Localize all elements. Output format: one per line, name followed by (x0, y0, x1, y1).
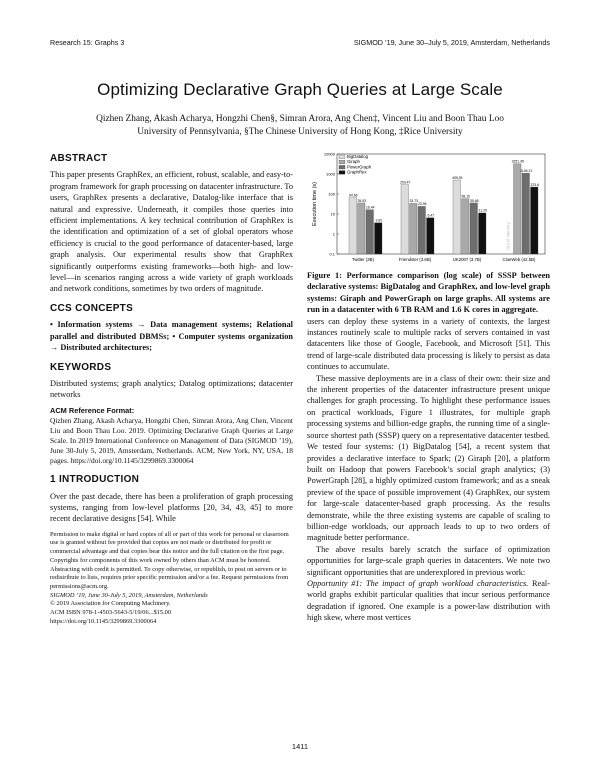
permission-text: Permission to make digital or hard copies of all or part of this work for personal or classroom use is granted without fee provided that copies are not made or distributed for profit or commercial advantage and that copies bear this notice and the full citation on the first page. Copyrights for components of this work owned by others than ACM must be honored. Abstracting with credit is permitted. To copy otherwise, or republish, to post on servers or to redistribute to lists, requires prior specific permission and/or a fee. Request permissions from permissions@acm.org. (50, 530, 289, 590)
permission-block (50, 531, 293, 627)
left-column (50, 153, 293, 626)
bar-value-label: 223.6 (530, 182, 539, 187)
bar (401, 185, 409, 254)
bar (418, 206, 426, 254)
right-para-2: These massive deployments are in a class of their own: their size and the inherent properties of the datacenter infrastructure present unique challenges for graph processing. To highlight these performance issues on practical workloads, Figure 1 illustrates, for multiple graph processing systems and billion-edge graphs, the running time of a single-source shortest path (SSSP) query on a representative datacenter testbed. We tested four systems: (1) BigDatalog [54], a recent system that provides a declarative interface to Spark; (2) Giraph [20], a platform built on Hadoop that powers Facebook’s social graph analytics; (3) PowerGraph [28], a highly optimized custom framework; and as a sneak preview of the space of possible improvement (4) GraphRex, our system for large-scale datacenter-based graph processing. As the results demonstrate, while the three existing systems are capable of scaling to billion-edge workloads, our approach leads to up to two orders of magnitude better performance. (307, 373, 550, 543)
bar (453, 180, 461, 254)
introduction-text: Over the past decade, there has been a proliferation of graph processing systems, ranging from low-level platforms [20, 34, 43, 45] to more recent declarative designs [54]. While (50, 491, 293, 524)
right-para-3: The above results barely scratch the surface of optimization opportunities for large-scale graph queries in datacenters. We note two significant opportunities that are underexplored in previous work: (307, 544, 550, 577)
acm-reference-text: Qizhen Zhang, Akash Acharya, Hongzhi Chen, Simran Arora, Ang Chen, Vincent Liu and Boon Thau Loo. 2019. Optimizing Declarative Graph Queries at Large Scale. In 2019 International Conference on Management of Data (SIGMOD ’19), June 30-July 5, 2019, Amsterdam, Netherlands. ACM, New York, NY, USA, 18 pages. https://doi.org/10.1145/3299869.3300064 (50, 416, 293, 466)
x-tick-label: UK2007 (3.7B) (452, 257, 482, 262)
permission-isbn: ACM ISBN 978-1-4503-5643-5/19/06...$15.00 (50, 609, 172, 617)
bar-value-label: 11.29 (478, 208, 487, 213)
bar-value-label: 23.96 (418, 202, 427, 207)
performance-chart (307, 150, 550, 266)
permission-venue: SIGMOD ’19, June 30-July 5, 2019, Amsterdam, Netherlands (50, 591, 208, 599)
bar (349, 198, 357, 254)
figure-1 (307, 150, 550, 266)
abstract-text: This paper presents GraphRex, an efficient, robust, scalable, and easy-to-program framework for graph processing on datacenter infrastructure. To users, GraphRex presents a declarative, Datalog-like interface that is natural and expressive. Underneath, it compiles those queries into efficient implementations. A key technical contribution of GraphRex is the identification and optimization of a set of global operators whose efficiency is crucial to the good performance of datacenter-based, large graph analysis. Our experimental results show that GraphRex significantly outperforms existing frameworks—both high- and low-level—in scenarios ranging across a wide variety of graph workloads and network conditions, sometimes by two orders of magnitude. (50, 170, 293, 294)
legend-swatch (339, 160, 345, 164)
bar-value-label: 64.66 (349, 193, 358, 198)
bar-value-label: 3251.45 (511, 159, 524, 164)
y-tick-label: 10 (330, 211, 335, 217)
legend-label: BigDatalog (347, 154, 369, 159)
bar (366, 210, 374, 254)
keywords-heading: KEYWORDS (50, 361, 112, 373)
y-tick-label: 10000 (323, 151, 335, 157)
bar-value-label: 6.47 (427, 213, 435, 218)
bar-value-label: 3.63 (375, 218, 383, 223)
legend-label: PowerGraph (347, 164, 372, 170)
running-header-left: Research 15: Graphs 3 (50, 38, 125, 47)
y-tick-label: 100 (328, 191, 335, 197)
right-column (307, 270, 550, 624)
x-tick-label: Friendster (3.6B) (398, 257, 432, 262)
bar-value-label: 499.25 (452, 175, 463, 180)
bar-value-label: 58.15 (461, 194, 470, 199)
bar (358, 203, 366, 254)
acm-reference-heading: ACM Reference Format: (50, 405, 135, 415)
ccs-text: • Information systems → Data management systems; Relational parallel and distributed DBMSs; • Computer systems organization → Distributed architectures; (50, 320, 293, 353)
bar-value-label: 35.68 (470, 198, 479, 203)
bar-value-label: 1106.21 (520, 168, 533, 173)
abstract-heading: ABSTRACT (50, 153, 108, 164)
running-header-right: SIGMOD ’19, June 30–July 5, 2019, Amsterdam, Netherlands (353, 38, 550, 47)
legend-swatch (339, 171, 345, 175)
page-number: 1411 (291, 742, 309, 751)
bar (514, 164, 522, 254)
keywords-text: Distributed systems; graph analytics; Datalog optimizations; datacenter networks (50, 378, 293, 400)
permission-doi: https://doi.org/10.1145/3299869.3300064 (50, 617, 157, 625)
introduction-heading: 1 INTRODUCTION (50, 474, 140, 486)
permission-copyright: © 2019 Association for Computing Machinery. (50, 600, 171, 608)
legend-swatch (339, 155, 345, 159)
opportunity-1-lead: Opportunity #1: The impact of graph workload characteristics. (307, 578, 529, 588)
bar-value-label: 35.53 (357, 198, 366, 203)
bar (462, 199, 470, 254)
bar-value-label: 293.47 (400, 180, 411, 185)
right-para-4: Real-world graphs exhibit particular qualities that incur serious performance degradation if ignored. One example is a power-law distribution with high skew, where most vertices (307, 578, 550, 623)
y-tick-label: 1000 (326, 171, 335, 177)
figure-1-caption: Figure 1: Performance comparison (log scale) of SSSP between declarative systems: BigDatalog and GraphRex, and low-level graph systems: Giraph and PowerGraph on large graphs. All systems are run in a datacenter with 6 TB RAM and 1.6 K cores in aggregate. (307, 271, 550, 315)
bar (375, 223, 383, 254)
bar (522, 173, 530, 254)
bar (479, 213, 487, 254)
legend-label: Giraph (347, 159, 360, 165)
out-of-memory-label: Out of memory (505, 222, 511, 250)
y-axis-label: Execution time (s) (312, 181, 318, 227)
bar-value-label: 33.73 (409, 199, 418, 204)
bar-value-label: 16.44 (366, 205, 375, 210)
paper-title: Optimizing Declarative Graph Queries at Large Scale (97, 80, 503, 99)
bar (531, 187, 539, 254)
bar (427, 218, 435, 254)
bar (410, 203, 418, 254)
affiliations: University of Pennsylvania, §The Chinese University of Hong Kong, ‡Rice University (137, 127, 463, 137)
right-para-1: users can deploy these systems in a variety of contexts, the largest instances routinely scale to multiple racks of servers contained in vast datacenters like those of Google, Facebook, and Microsoft [51]. This trend of large-scale distributed data processing is likely to persist as data continues to accumulate. (307, 316, 550, 372)
y-tick-label: 1 (332, 231, 335, 237)
legend-swatch (339, 165, 345, 169)
ccs-heading: CCS CONCEPTS (50, 302, 134, 314)
legend-label: GraphRex (347, 169, 367, 175)
x-tick-label: ClueWeb (42.5B) (502, 257, 536, 262)
bar (470, 203, 478, 254)
x-tick-label: Twitter (3B) (352, 257, 374, 262)
y-tick-label: 0.1 (329, 251, 335, 257)
authors: Qizhen Zhang, Akash Acharya, Hongzhi Chen§, Simran Arora, Ang Chen‡, Vincent Liu and Boon Thau Loo (96, 114, 504, 124)
